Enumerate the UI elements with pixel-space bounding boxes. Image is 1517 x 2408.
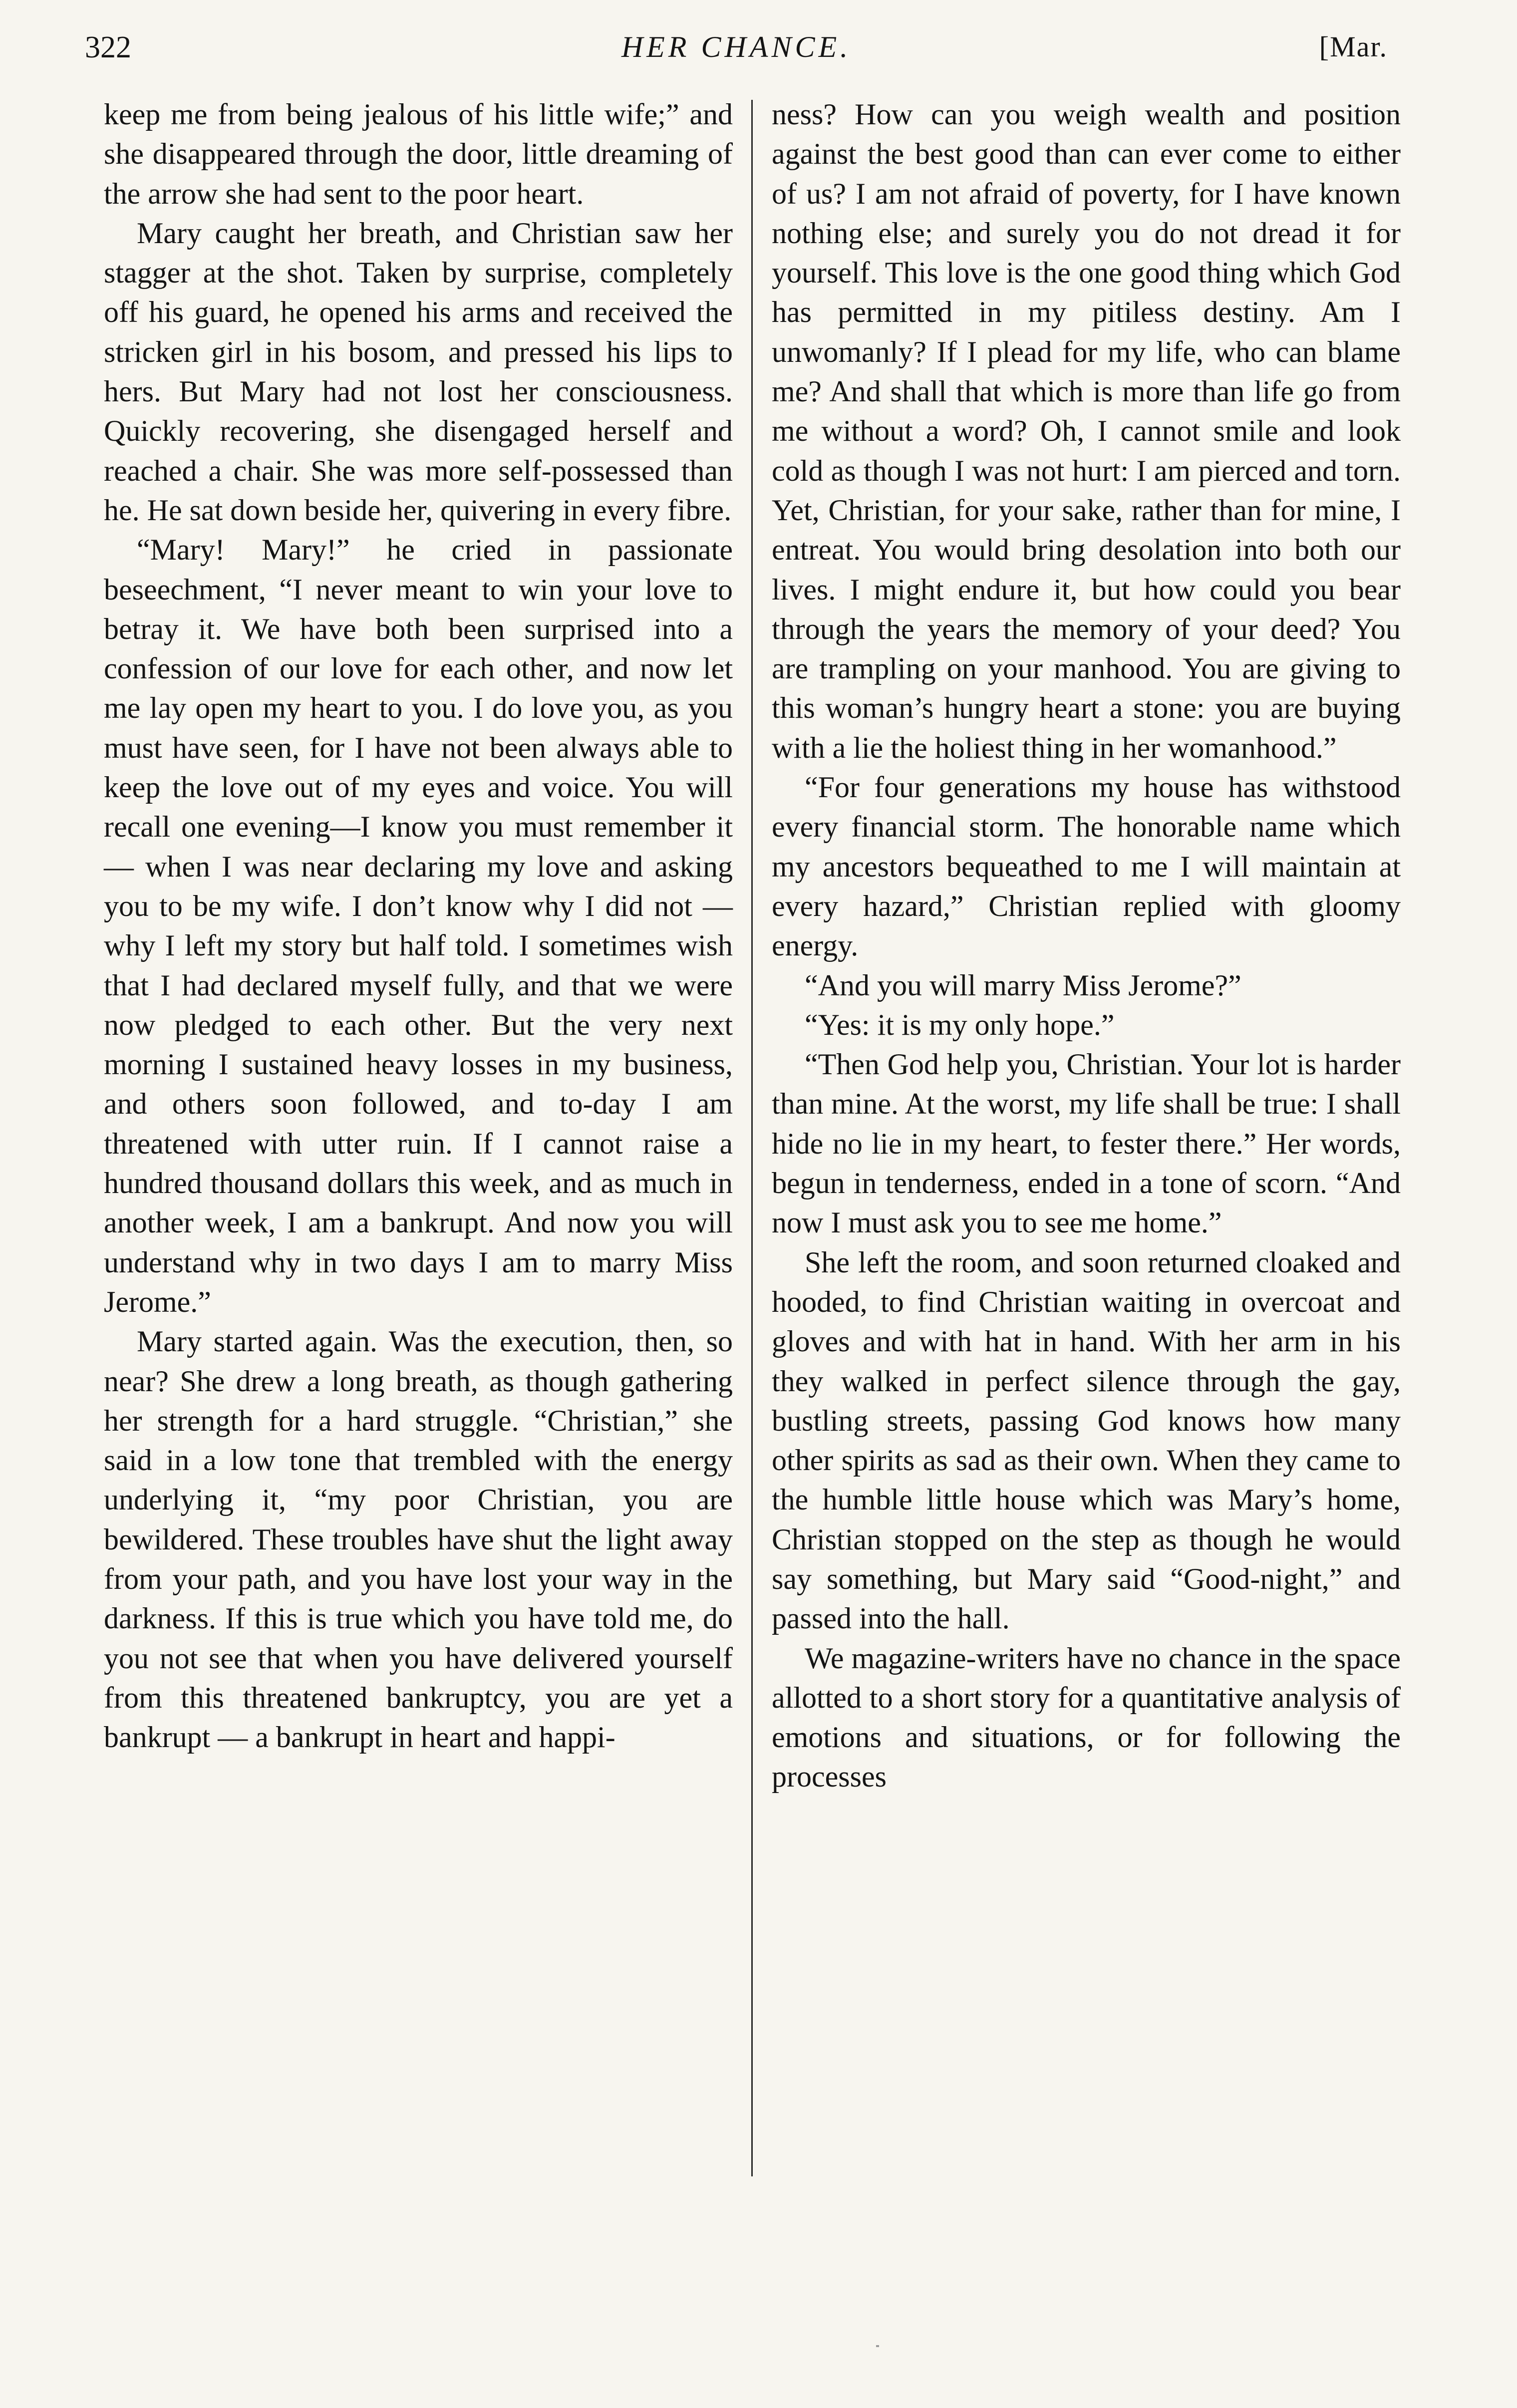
paragraph: keep me from being jealous of his little wife;” and she disappeared through the door, little dreaming of the arrow she had sent to the poor heart. <box>104 98 733 210</box>
paragraph: “Then God help you, Christian. Your lot is harder than mine. At the worst, my life shall be true: I shall hide no lie in my heart, to fester there.” Her words, begun in tenderness, ended in a tone of scorn. “And now I must ask you to see me home.” <box>772 1048 1401 1239</box>
paragraph: “Yes: it is my only hope.” <box>805 1008 1115 1041</box>
paragraph: Mary caught her breath, and Christian saw her stagger at the shot. Taken by surprise, completely off his guard, he opened his arms and received the stricken girl in his bosom, and pressed his lips to hers. But Mary had not lost her consciousness. Quickly recovering, she disengaged herself and reached a chair. She was more self-possessed than he. He sat down beside her, quivering in every fibre. <box>104 216 733 527</box>
page-number: 322 <box>85 30 131 64</box>
paragraph: We magazine-writers have no chance in the space allotted to a short story for a quantitative analysis of emotions and situations, or for following the processes <box>772 1641 1401 1794</box>
paragraph: “And you will marry Miss Jerome?” <box>805 968 1241 1002</box>
month-label: [Mar. <box>1319 30 1388 63</box>
paragraph: ness? How can you weigh wealth and position against the best good than can ever come to either of us? I am not afraid of poverty, for I have known nothing else; and surely you do not dread it for yourself. This love is the one good thing which God has permitted in my pitiless destiny. Am I unwomanly? If I plead for my life, who can blame me? And shall that which is more than life go from me without a word? Oh, I cannot smile and look cold as though I was not hurt: I am pierced and torn. Yet, Christian, for your sake, rather than for mine, I entreat. You would bring desolation into both our lives. I might endure it, but how could you bear through the years the memory of your deed? You are trampling on your manhood. You are giving to this woman’s hungry heart a stone: you are buying with a lie the holiest thing in her womanhood.” <box>772 98 1401 764</box>
print-speck <box>876 2345 879 2347</box>
left-column <box>104 95 733 1757</box>
column-divider <box>751 100 753 2176</box>
running-title: HER CHANCE. <box>621 30 852 63</box>
paragraph: She left the room, and soon returned cloaked and hooded, to find Christian waiting in overcoat and gloves and with hat in hand. With her arm in his they walked in perfect silence through the gay, bustling streets, passing God knows how many other spirits as sad as their own. When they came to the humble little house which was Mary’s home, Christian stopped on the step as though he would say something, but Mary said “Good-night,” and passed into the hall. <box>772 1245 1401 1635</box>
right-column <box>772 95 1401 1797</box>
paragraph: “For four generations my house has withstood every financial storm. The honorable name which my ancestors bequeathed to me I will maintain at every hazard,” Christian replied with gloomy energy. <box>772 771 1401 962</box>
paragraph: “Mary! Mary!” he cried in passionate beseechment, “I never meant to win your love to betray it. We have both been surprised into a confession of our love for each other, and now let me lay open my heart to you. I do love you, as you must have seen, for I have not been always able to keep the love out of my eyes and voice. You will recall one evening—I know you must remember it — when I was near declaring my love and asking you to be my wife. I don’t know why I did not — why I left my story but half told. I sometimes wish that I had declared myself fully, and that we were now pledged to each other. But the very next morning I sustained heavy losses in my business, and others soon followed, and to-day I am threatened with utter ruin. If I cannot raise a hundred thousand dollars this week, and as much in another week, I am a bankrupt. And now you will understand why in two days I am to marry Miss Jerome.” <box>104 533 733 1318</box>
paragraph: Mary started again. Was the execution, then, so near? She drew a long breath, as though gathering her strength for a hard struggle. “Christian,” she said in a low tone that trembled with the energy underlying it, “my poor Christian, you are bewildered. These troubles have shut the light away from your path, and you have lost your way in the darkness. If this is true which you have told me, do you not see that when you have delivered yourself from this threatened bankruptcy, you are yet a bankrupt — a bankrupt in heart and happi- <box>104 1325 733 1754</box>
running-header <box>85 30 1388 75</box>
